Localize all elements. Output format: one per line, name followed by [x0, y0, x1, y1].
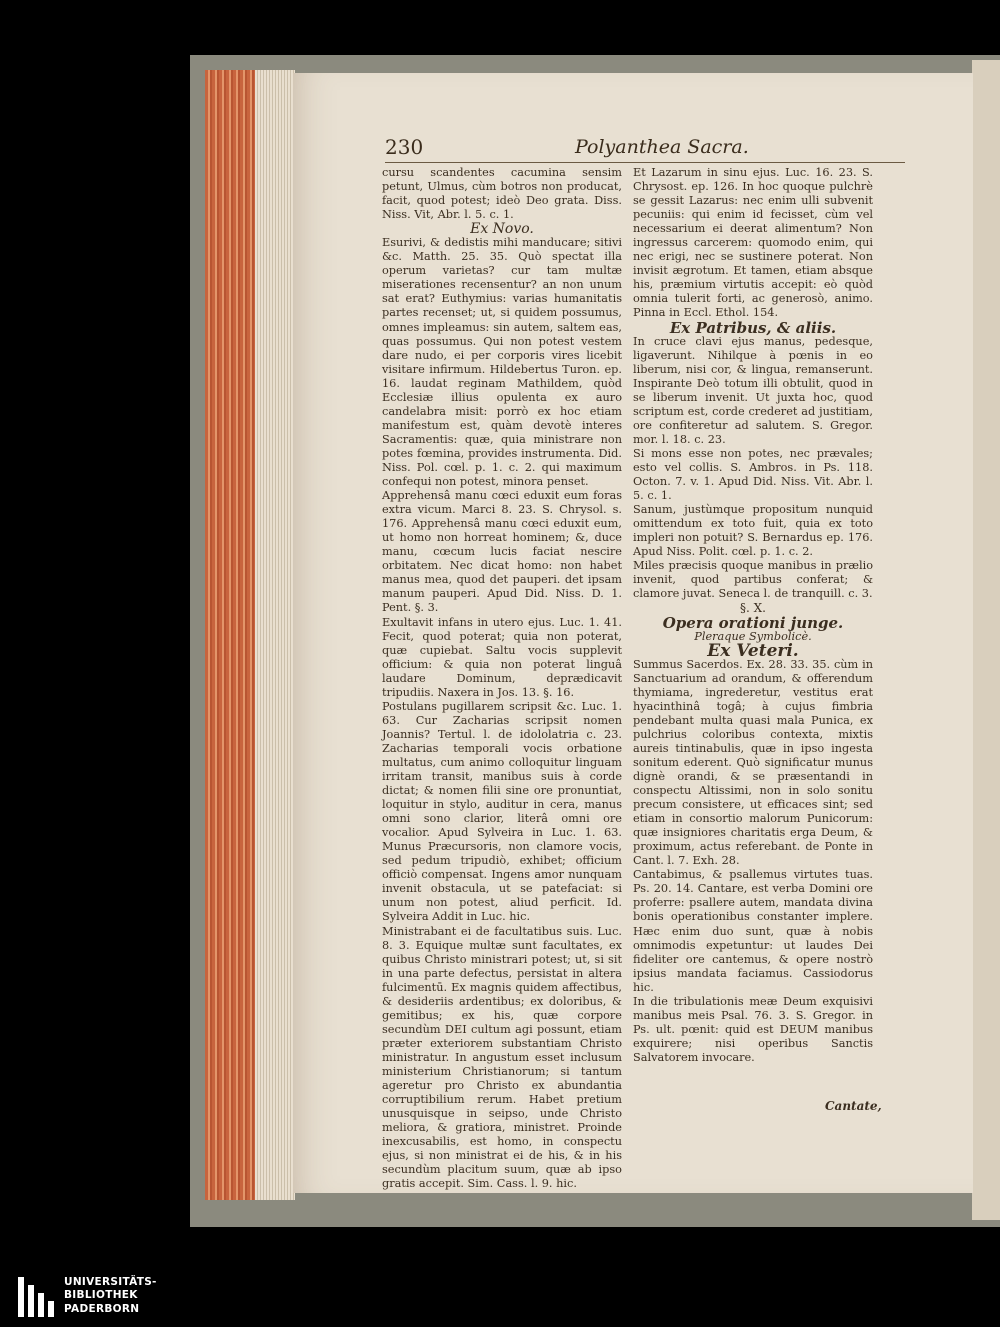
facing-page-edge [972, 60, 1000, 1220]
paragraph: Esurivi, & dedistis mihi manducare; sitivi &c. Matth. 25. 35. Quò spectat illa operum varietas? cur tam multæ miserationes recensentur? an non unum sat erat? Euthymius: varias humanitatis partes recenset; ut, si quidem possumus, omnes impleamus: sin autem, saltem eas, quas possumus. Qui non potest vestem dare nudo, ei per corporis vires licebit visitare infirmum. Hildebertus Turon. ep. 16. laudat reginam Mathildem, quòd Ecclesiæ illius opulenta ex auro candelabra misit: porrò ex hoc etiam manifestum est, quàm devotè interes Sacramentis: quæ, quia ministrare non potes fœmina, provides instrumenta. Did. Niss. Pol. cœl. p. 1. c. 2. qui maximum confequi non potest, minora penset. [382, 236, 622, 489]
running-title: Polyanthea Sacra. [575, 136, 749, 158]
section-heading: Ex Patribus, & aliis. [669, 318, 837, 337]
logo-line: BIBLIOTHEK [64, 1289, 138, 1302]
paragraph: Et Lazarum in sinu ejus. Luc. 16. 23. S. Chrysost. ep. 126. In hoc quoque pulchrè se gessit Lazarus: nec enim ulli subvenit pecuniis: qui enim id fecisset, cùm vel necessarium ei deerat alimentum? Non ingressus carcerem: quomodo enim, qui nec erigi, nec se sustinere poterat. Non invisit ægrotum. Et tamen, etiam absque his, præmium virtutis accepit: eò quòd omnia tulerit forti, ac generosò, animo. Pinna in Eccl. Ethol. 154. [633, 166, 873, 320]
section-subtitle: Pleraque Symbolicè. [694, 629, 812, 643]
logo-line: PADERBORN [64, 1302, 140, 1315]
paragraph: cursu scandentes cacumina sensim petunt, Ulmus, cùm botros non producat, facit, quod potest; ideò Deo grata. Diss. Niss. Vit, Abr. l. 5. c. 1. [382, 166, 622, 222]
paragraph: Miles præcisis quoque manibus in prælio invenit, quod partibus conferat; & clamore juvat. Seneca l. de tranquill. c. 3. [633, 559, 873, 601]
paragraph: In cruce clavi ejus manus, pedesque, ligaverunt. Nihilque à pœnis in eo liberum, nisi cor, & lingua, remanserunt. Inspirante Deò totum illi obtulit, quod in se liberum invenit. Ut juxta hoc, quod scriptum est, corde crederet ad justitiam, ore confiteretur ad salutem. S. Gregor. mor. l. 18. c. 23. [633, 334, 873, 446]
header-rule [385, 162, 905, 163]
section-heading: Ex Novo. [470, 221, 534, 238]
section-title: Opera orationi junge. [662, 613, 844, 632]
right-column [633, 166, 873, 1065]
section-number: §. X. [740, 601, 766, 616]
paragraph: Summus Sacerdos. Ex. 28. 33. 35. cùm in Sanctuarium ad orandum, & offerendum thymiama, ingrederetur, vestitus erat hyacinthinâ togâ; à cujus fimbria pendebant multa quasi mala Punica, ex pulchrius coloribus contexta, mixtis aureis tintinabulis, quæ in ipso ingesta sonitum ederent. Quò significatur munus dignè orandi, & se præsentandi in conspectu Altissimi, non in solo sonitu precum consistere, ut efficaces sint; sed etiam in consortio malorum Punicorum: quæ insigniores charitatis erga Deum, & proximum, actus referebant. de Ponte in Cant. l. 7. Exh. 28. [633, 657, 873, 868]
page-edges-inner [255, 70, 295, 1200]
section-heading: Ex Veteri. [707, 640, 799, 661]
left-column [382, 166, 622, 1191]
logo-line: UNIVERSITÄTS- [64, 1276, 157, 1288]
paragraph: Cantabimus, & psallemus virtutes tuas. Ps. 20. 14. Cantare, est verba Domini ore proferre: psallere autem, mandata divina bonis operationibus constanter implere. Hæc enim duo sunt, quæ à nobis omnimodis expetuntur: ut laudes Dei fideliter ore cantemus, & opere nostrò ipsius mandata faciamus. Cassiodorus hic. [633, 868, 873, 994]
paragraph: Exultavit infans in utero ejus. Luc. 1. 41. Fecit, quod poterat; quia non poterat, quæ cupiebat. Saltu vocis supplevit officium: & quia non poterat linguâ laudare Dominum, deprædicavit tripudiis. Naxera in Jos. 13. §. 16. [382, 615, 622, 699]
paragraph: In die tribulationis meæ Deum exquisivi manibus meis Psal. 76. 3. S. Gregor. in Ps. ult. pœnit: quid est DEUM manibus exquirere; nisi operibus Sanctis Salvatorem invocare. [633, 994, 873, 1064]
paragraph: Apprehensâ manu cœci eduxit eum foras extra vicum. Marci 8. 23. S. Chrysol. s. 176. Apprehensâ manu cœci eduxit eum, ut homo non horreat hominem; &, duce manu, cœcum lucis faciat nescire orbitatem. Nec dicat homo: non habet manus mea, quod det pauperi. det ipsam manum pauperi. Apud Did. Niss. D. 1. Pent. §. 3. [382, 489, 622, 615]
paragraph: Sanum, justùmque propositum nunquid omittendum ex toto fuit, quia ex toto impleri non potuit? S. Bernardus ep. 176. Apud Niss. Polit. cœl. p. 1. c. 2. [633, 503, 873, 559]
paragraph: Si mons esse non potes, nec prævales; esto vel collis. S. Ambros. in Ps. 118. Octon. 7. v. 1. Apud Did. Niss. Vit. Abr. l. 5. c. 1. [633, 446, 873, 503]
page-number: 230 [385, 135, 424, 159]
library-logo-icon [18, 1277, 58, 1317]
paragraph: Ministrabant ei de facultatibus suis. Luc. 8. 3. Equique multæ sunt facultates, ex quibus Christo ministrari potest; ut, si sit in una parte defectus, persistat in altera fulcimentū. Ex magnis quidem affectibus, & desideriis ardentibus; ex doloribus, & gemitibus; ex his, quæ corpore secundùm DEI cultum agi possunt, etiam præter exteriorem substantiam Christo ministratur. In angustum esset inclusum ministerium Christianorum; si tantum ageretur pro Christo ex abundantia corruptibilium rerum. Habet pretium unusquisque in seipso, unde Christo meliora, & gratiora, ministret. Proinde inexcusabilis, est homo, in conspectu ejus, si non ministrat ei de his, & in his secundùm placitum suum, quæ ab ipso gratis accepit. Sim. Cass. l. 9. hic. [382, 924, 622, 1191]
library-logo [18, 1276, 178, 1322]
paragraph: Postulans pugillarem scripsit &c. Luc. 1. 63. Cur Zacharias scripsit nomen Joannis? Tertul. l. de idololatria c. 23. Zacharias temporali vocis orbatione multatus, cum animo colloquitur linguam irritam transit, manibus suis à corde dictat; & nomen filii sine ore pronuntiat, loquitur in stylo, auditur in cera, manus omni sono clarior, literâ omni ore vocalior. Apud Sylveira in Luc. 1. 63. Munus Præcursoris, non clamore vocis, sed pedum tripudiò, exhibet; officium officiò compensat. Ingens amor nunquam invenit obstacula, ut se patefaciat: si unum non potest, aliud perficit. Id. Sylveira Addit in Luc. hic. [382, 699, 622, 924]
running-header [385, 135, 905, 161]
catchword: Cantate, [825, 1099, 882, 1113]
